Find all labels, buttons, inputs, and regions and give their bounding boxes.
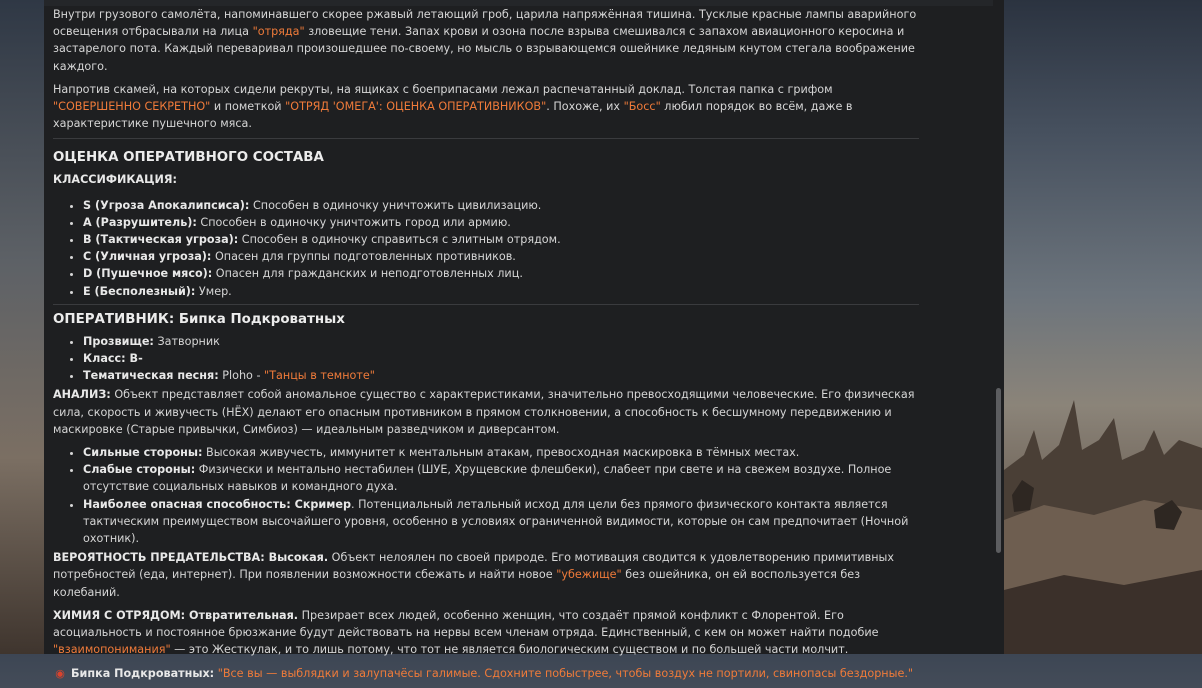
list-item: • B (Тактическая угроза): Способен в одиночку справиться с элитным отрядом. [83,231,919,248]
devil-face-icon: ◉ [55,666,65,680]
list-item: • Прозвище: Затворник [83,333,919,350]
intro-paragraph-1: Внутри грузового самолёта, напоминавшего скорее ржавый летающий гроб, царила напряжённая тишина. Тусклые красные лампы аварийного освещения отбрасывали на лица "отряда" зловещие тени. Запах крови и озона после взрыва смешивался с запахом авиационного керосина и застарелого пота. Каждый переваривал произошедшее по-своему, но мысль о взрывающемся ошейнике ледяным кнутом стегала воображение каждого. [53,8,917,73]
message-content [53,6,919,688]
list-item: • Тематическая песня: Ploho - "Танцы в темноте" [83,367,919,384]
assessment-title: ОЦЕНКА ОПЕРАТИВНОГО СОСТАВА [53,150,324,166]
desert-landscape-illustration [1004,0,1202,654]
list-item: • Сильные стороны: Высокая живучесть, иммунитет к ментальным атакам, превосходная маскировка в тёмных местах. [83,444,919,461]
scrollbar[interactable] [993,0,1004,654]
classification-heading: КЛАССИФИКАЦИЯ: [53,173,177,187]
list-item: • E (Бесполезный): Умер. [83,283,919,300]
betrayal-paragraph: ВЕРОЯТНОСТЬ ПРЕДАТЕЛЬСТВА: Высокая. Объект нелоялен по своей природе. Его мотивация сводится к удовлетворению примитивных потребностей (еда, интернет). При появлении возможности сбежать и найти новое "убежище" без ошейника, он ей воспользуется без колебаний. [53,551,894,599]
operative-info-list [53,333,919,385]
analysis-paragraph: АНАЛИЗ: Объект представляет собой аномальное существо с характеристиками, значительно превосходящими человеческие. Его физическая сила, скорость и живучесть (НЁХ) делают его опасным противником в прямом столкновении, а способность к бесшумному передвижению и маскировке (Старые привычки, Симбиоз) — идеальным разведчиком и диверсантом. [53,388,915,436]
list-item: • Класс: B- [83,350,919,367]
top-toolbar-edge [44,0,1004,6]
traits-list [53,444,919,547]
list-item: • Наиболее опасная способность: Скример. Потенциальный летальный исход для цели без прямого физического контакта является тактическим преимуществом высочайшего уровня, особенно в условиях ограниченной видимости, которые он сам предпочитает (Ночной охотник). [83,496,919,548]
divider [53,138,919,139]
list-item: • C (Уличная угроза): Опасен для группы подготовленных противников. [83,248,919,265]
background-left [0,0,44,654]
list-item: • S (Угроза Апокалипсиса): Способен в одиночку уничтожить цивилизацию. [83,197,919,214]
intro-paragraph-2: Напротив скамей, на которых сидели рекруты, на ящиках с боеприпасами лежал распечатанный доклад. Толстая папка с грифом "СОВЕРШЕННО СЕКРЕТНО" и пометкой "ОТРЯД 'ОМЕГА': ОЦЕНКА ОПЕРАТИВНИКОВ". Похоже, их "Босс" любил порядок во всём, даже в характеристике пушечного мяса. [53,82,853,131]
chemistry-paragraph: ХИМИЯ С ОТРЯДОМ: Отвратительная. Презирает всех людей, особенно женщин, что создаёт прямой конфликт с Флорентой. Его асоциальность и постоянное брюзжание будут действовать на нервы всем членам отряда. Единственный, с кем он может найти подобие "взаимопонимания" — это Жесткулак, и то лишь потому, что тот не является биологическим существом и по большей части молчит. [53,608,879,657]
list-item: • Слабые стороны: Физически и ментально нестабилен (ШУЕ, Хрущевские флешбеки), слабеет при свете и на свежем воздухе. Полное отсутствие социальных навыков и командного духа. [83,461,919,495]
operative-title: ОПЕРАТИВНИК: Бипка Подкроватных [53,311,345,327]
scrollbar-thumb[interactable] [996,388,1001,553]
list-item: • A (Разрушитель): Способен в одиночку уничтожить город или армию. [83,214,919,231]
divider [53,304,919,305]
list-item: • D (Пушечное мясо): Опасен для гражданских и неподготовленных лиц. [83,265,919,282]
background-right [1004,0,1202,654]
quote-paragraph: ◉ Бипка Подкроватных: "Все вы — выблядки и залупачёсы галимые. Сдохните побыстрее, чтобы воздух не портили, свинопасы бездорные." [53,665,919,682]
classification-list [53,197,919,300]
